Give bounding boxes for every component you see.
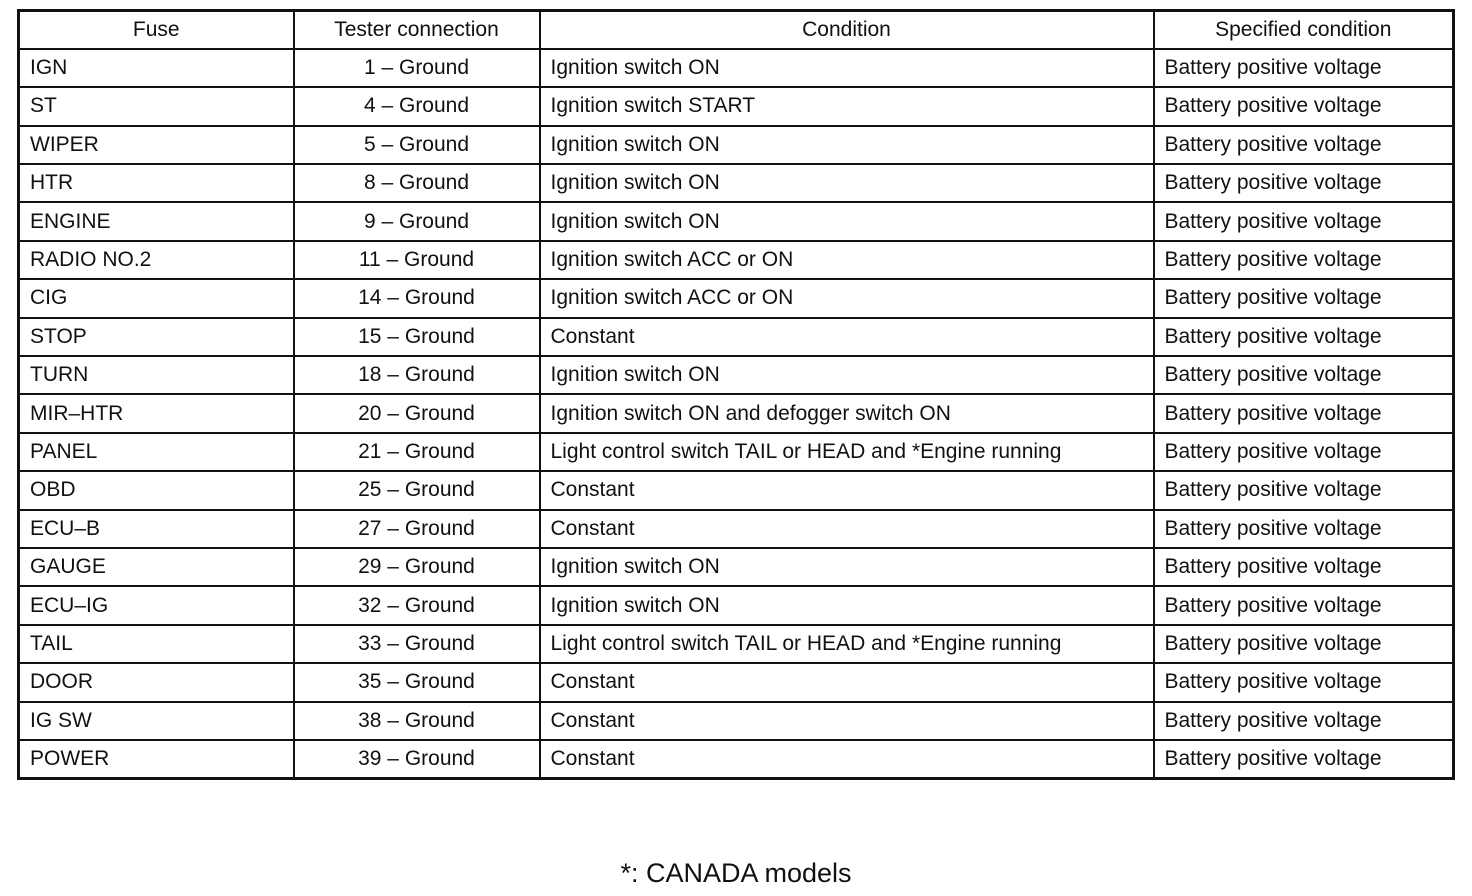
specified-condition-cell: Battery positive voltage — [1154, 740, 1454, 778]
table-row — [19, 433, 1454, 471]
table-row — [19, 740, 1454, 778]
condition-cell: Constant — [540, 740, 1154, 778]
footnote-canada-models: *: CANADA models — [620, 858, 852, 888]
specified-condition-cell: Battery positive voltage — [1154, 663, 1454, 701]
tester-connection-cell: 1 – Ground — [294, 49, 540, 87]
fuse-cell: ECU–B — [19, 510, 294, 548]
table-row — [19, 510, 1454, 548]
specified-condition-cell: Battery positive voltage — [1154, 202, 1454, 240]
condition-cell: Ignition switch ON — [540, 49, 1154, 87]
condition-cell: Ignition switch ON — [540, 356, 1154, 394]
specified-condition-cell: Battery positive voltage — [1154, 318, 1454, 356]
fuse-cell: POWER — [19, 740, 294, 778]
tester-connection-cell: 20 – Ground — [294, 394, 540, 432]
fuse-cell: WIPER — [19, 126, 294, 164]
fuse-inspection-table — [17, 9, 1455, 780]
condition-cell: Ignition switch ON — [540, 586, 1154, 624]
condition-cell: Ignition switch ON and defogger switch ON — [540, 394, 1154, 432]
tester-connection-cell: 35 – Ground — [294, 663, 540, 701]
condition-cell: Ignition switch ACC or ON — [540, 241, 1154, 279]
header-specified-condition: Specified condition — [1154, 11, 1454, 49]
condition-cell: Constant — [540, 510, 1154, 548]
fuse-cell: CIG — [19, 279, 294, 317]
table-row — [19, 241, 1454, 279]
tester-connection-cell: 18 – Ground — [294, 356, 540, 394]
table-row — [19, 49, 1454, 87]
fuse-cell: STOP — [19, 318, 294, 356]
header-tester-connection: Tester connection — [294, 11, 540, 49]
tester-connection-cell: 21 – Ground — [294, 433, 540, 471]
table-row — [19, 318, 1454, 356]
specified-condition-cell: Battery positive voltage — [1154, 87, 1454, 125]
fuse-cell: GAUGE — [19, 548, 294, 586]
condition-cell: Constant — [540, 471, 1154, 509]
condition-cell: Constant — [540, 702, 1154, 740]
condition-cell: Ignition switch ON — [540, 164, 1154, 202]
table-row — [19, 164, 1454, 202]
condition-cell: Light control switch TAIL or HEAD and *Engine running — [540, 433, 1154, 471]
fuse-cell: ECU–IG — [19, 586, 294, 624]
table-row — [19, 471, 1454, 509]
fuse-cell: TURN — [19, 356, 294, 394]
specified-condition-cell: Battery positive voltage — [1154, 126, 1454, 164]
specified-condition-cell: Battery positive voltage — [1154, 510, 1454, 548]
header-condition: Condition — [540, 11, 1154, 49]
condition-cell: Light control switch TAIL or HEAD and *Engine running — [540, 625, 1154, 663]
specified-condition-cell: Battery positive voltage — [1154, 394, 1454, 432]
table-row — [19, 356, 1454, 394]
specified-condition-cell: Battery positive voltage — [1154, 702, 1454, 740]
tester-connection-cell: 4 – Ground — [294, 87, 540, 125]
fuse-cell: DOOR — [19, 663, 294, 701]
tester-connection-cell: 5 – Ground — [294, 126, 540, 164]
specified-condition-cell: Battery positive voltage — [1154, 279, 1454, 317]
tester-connection-cell: 27 – Ground — [294, 510, 540, 548]
tester-connection-cell: 25 – Ground — [294, 471, 540, 509]
specified-condition-cell: Battery positive voltage — [1154, 356, 1454, 394]
specified-condition-cell: Battery positive voltage — [1154, 433, 1454, 471]
fuse-cell: IGN — [19, 49, 294, 87]
table-row — [19, 87, 1454, 125]
specified-condition-cell: Battery positive voltage — [1154, 586, 1454, 624]
tester-connection-cell: 11 – Ground — [294, 241, 540, 279]
specified-condition-cell: Battery positive voltage — [1154, 471, 1454, 509]
condition-cell: Ignition switch ON — [540, 202, 1154, 240]
tester-connection-cell: 14 – Ground — [294, 279, 540, 317]
specified-condition-cell: Battery positive voltage — [1154, 241, 1454, 279]
tester-connection-cell: 9 – Ground — [294, 202, 540, 240]
table-row — [19, 279, 1454, 317]
condition-cell: Ignition switch ON — [540, 126, 1154, 164]
fuse-cell: ENGINE — [19, 202, 294, 240]
condition-cell: Constant — [540, 318, 1154, 356]
tester-connection-cell: 29 – Ground — [294, 548, 540, 586]
table-row — [19, 394, 1454, 432]
table-row — [19, 586, 1454, 624]
fuse-cell: IG SW — [19, 702, 294, 740]
table-row — [19, 663, 1454, 701]
fuse-cell: RADIO NO.2 — [19, 241, 294, 279]
tester-connection-cell: 39 – Ground — [294, 740, 540, 778]
fuse-cell: OBD — [19, 471, 294, 509]
fuse-cell: HTR — [19, 164, 294, 202]
specified-condition-cell: Battery positive voltage — [1154, 164, 1454, 202]
tester-connection-cell: 15 – Ground — [294, 318, 540, 356]
specified-condition-cell: Battery positive voltage — [1154, 548, 1454, 586]
table-row — [19, 548, 1454, 586]
condition-cell: Constant — [540, 663, 1154, 701]
table-row — [19, 702, 1454, 740]
tester-connection-cell: 38 – Ground — [294, 702, 540, 740]
specified-condition-cell: Battery positive voltage — [1154, 49, 1454, 87]
table-header-row — [19, 11, 1454, 49]
condition-cell: Ignition switch ACC or ON — [540, 279, 1154, 317]
table-row — [19, 126, 1454, 164]
tester-connection-cell: 32 – Ground — [294, 586, 540, 624]
table-row — [19, 202, 1454, 240]
tester-connection-cell: 8 – Ground — [294, 164, 540, 202]
condition-cell: Ignition switch START — [540, 87, 1154, 125]
header-fuse: Fuse — [19, 11, 294, 49]
fuse-cell: PANEL — [19, 433, 294, 471]
fuse-cell: MIR–HTR — [19, 394, 294, 432]
table-row — [19, 625, 1454, 663]
condition-cell: Ignition switch ON — [540, 548, 1154, 586]
fuse-cell: TAIL — [19, 625, 294, 663]
tester-connection-cell: 33 – Ground — [294, 625, 540, 663]
fuse-cell: ST — [19, 87, 294, 125]
specified-condition-cell: Battery positive voltage — [1154, 625, 1454, 663]
